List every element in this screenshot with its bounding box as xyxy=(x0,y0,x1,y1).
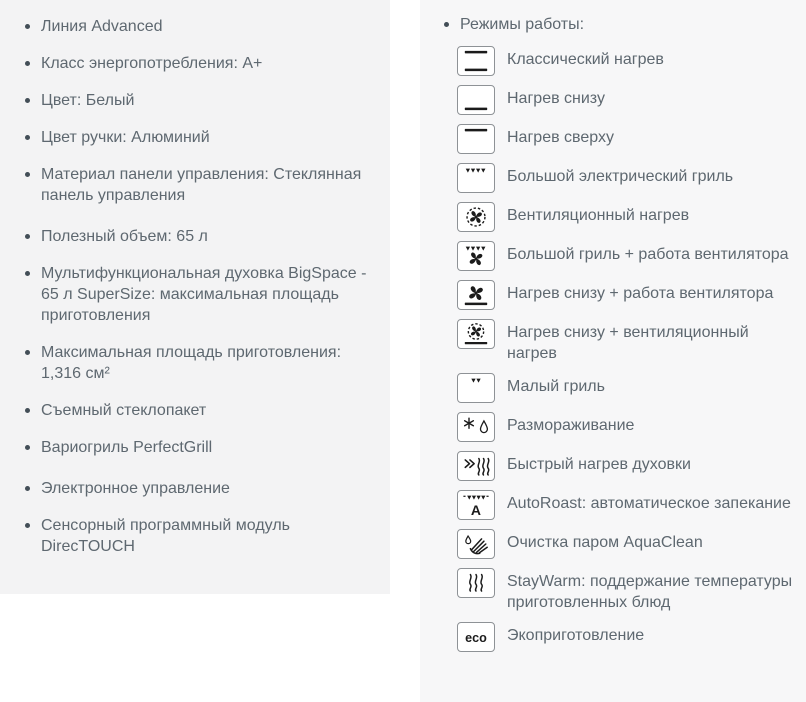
mode-row xyxy=(457,319,794,364)
mode-row xyxy=(457,529,794,559)
spec-group xyxy=(24,16,370,206)
mode-row xyxy=(457,451,794,481)
autoroast-icon xyxy=(457,490,495,520)
heat-bottom-icon xyxy=(457,85,495,115)
spec-item xyxy=(24,400,370,421)
mode-label: Большой гриль + работа вентилятора xyxy=(507,246,789,263)
spec-group xyxy=(24,226,370,458)
bullet-dot xyxy=(25,135,30,140)
bullet-dot xyxy=(25,523,30,528)
mode-label: Нагрев снизу xyxy=(507,90,605,107)
mode-label: Экоприготовление xyxy=(507,627,645,644)
grill-fan-icon xyxy=(457,241,495,271)
spec-text: Сенсорный программный модуль DirecTOUCH xyxy=(41,517,290,555)
mode-row xyxy=(457,46,794,76)
spec-item xyxy=(24,515,370,557)
mode-label: Малый гриль xyxy=(507,378,605,395)
general-specs-panel xyxy=(0,0,390,594)
bullet-dot xyxy=(25,271,30,276)
spec-text: Линия Advanced xyxy=(41,18,163,35)
svg-text:A: A xyxy=(470,501,482,518)
spec-item xyxy=(24,16,370,37)
spec-text: Съемный стеклопакет xyxy=(41,402,207,419)
operating-modes-panel xyxy=(420,0,806,702)
mode-row xyxy=(457,85,794,115)
mode-label: Быстрый нагрев духовки xyxy=(507,456,691,473)
mode-row xyxy=(457,280,794,310)
spec-group xyxy=(24,478,370,557)
mode-label: Большой электрический гриль xyxy=(507,168,734,185)
svg-text:eco: eco xyxy=(465,631,487,646)
bullet-dot xyxy=(25,172,30,177)
bullet-dot xyxy=(25,350,30,355)
fan-bottom-heat-icon xyxy=(457,280,495,310)
spec-text: Цвет ручки: Алюминий xyxy=(41,129,210,146)
spec-text: Класс энергопотребления: A+ xyxy=(41,55,263,72)
modes-header-label: Режимы работы: xyxy=(460,16,585,33)
bullet-dot xyxy=(25,24,30,29)
mode-row xyxy=(457,373,794,403)
heat-top-bottom-icon xyxy=(457,46,495,76)
spec-text: Материал панели управления: Стеклянная панель управления xyxy=(41,166,362,204)
mode-label: Нагрев снизу + вентиляционный нагрев xyxy=(507,324,749,362)
bullet-dot xyxy=(25,486,30,491)
bullet-dot xyxy=(444,22,449,27)
spec-text: Вариогриль PerfectGrill xyxy=(41,439,213,456)
mode-label: AutoRoast: автоматическое запекание xyxy=(507,495,791,512)
spec-text: Мультифункциональная духовка BigSpace - 65 л SuperSize: максимальная площадь приготовления xyxy=(41,265,367,324)
heat-top-icon xyxy=(457,124,495,154)
spec-text: Максимальная площадь приготовления: 1,316 см² xyxy=(41,344,342,382)
mode-row xyxy=(457,622,794,652)
spec-item xyxy=(24,53,370,74)
fast-preheat-icon xyxy=(457,451,495,481)
grill-large-icon xyxy=(457,163,495,193)
mode-label: Нагрев снизу + работа вентилятора xyxy=(507,285,774,302)
mode-label: Очистка паром AquaClean xyxy=(507,534,703,551)
bullet-dot xyxy=(25,234,30,239)
aquaclean-icon xyxy=(457,529,495,559)
spec-text: Электронное управление xyxy=(41,480,230,497)
spec-item xyxy=(24,437,370,458)
mode-label: Нагрев сверху xyxy=(507,129,614,146)
spec-text: Полезный объем: 65 л xyxy=(41,228,208,245)
eco-icon xyxy=(457,622,495,652)
spec-item xyxy=(24,164,370,206)
mode-label: Классический нагрев xyxy=(507,51,664,68)
spec-item xyxy=(24,478,370,499)
staywarm-icon xyxy=(457,568,495,598)
fan-circle-bottom-icon xyxy=(457,319,495,349)
fan-heat-icon xyxy=(457,202,495,232)
mode-row xyxy=(457,241,794,271)
mode-row xyxy=(457,124,794,154)
mode-row xyxy=(457,412,794,442)
mode-label: StayWarm: поддержание температуры приготовленных блюд xyxy=(507,573,793,611)
spec-item xyxy=(24,90,370,111)
spec-item xyxy=(24,263,370,326)
spec-item xyxy=(24,226,370,247)
mode-row xyxy=(457,163,794,193)
bullet-dot xyxy=(25,98,30,103)
spec-item xyxy=(24,127,370,148)
spec-item xyxy=(24,342,370,384)
mode-row xyxy=(457,490,794,520)
modes-header xyxy=(443,14,794,35)
mode-row xyxy=(457,202,794,232)
mode-label: Размораживание xyxy=(507,417,635,434)
grill-small-icon xyxy=(457,373,495,403)
mode-row xyxy=(457,568,794,613)
modes-list xyxy=(457,46,794,652)
spec-text: Цвет: Белый xyxy=(41,92,135,109)
bullet-dot xyxy=(25,61,30,66)
mode-label: Вентиляционный нагрев xyxy=(507,207,690,224)
bullet-dot xyxy=(25,408,30,413)
bullet-dot xyxy=(25,445,30,450)
defrost-icon xyxy=(457,412,495,442)
